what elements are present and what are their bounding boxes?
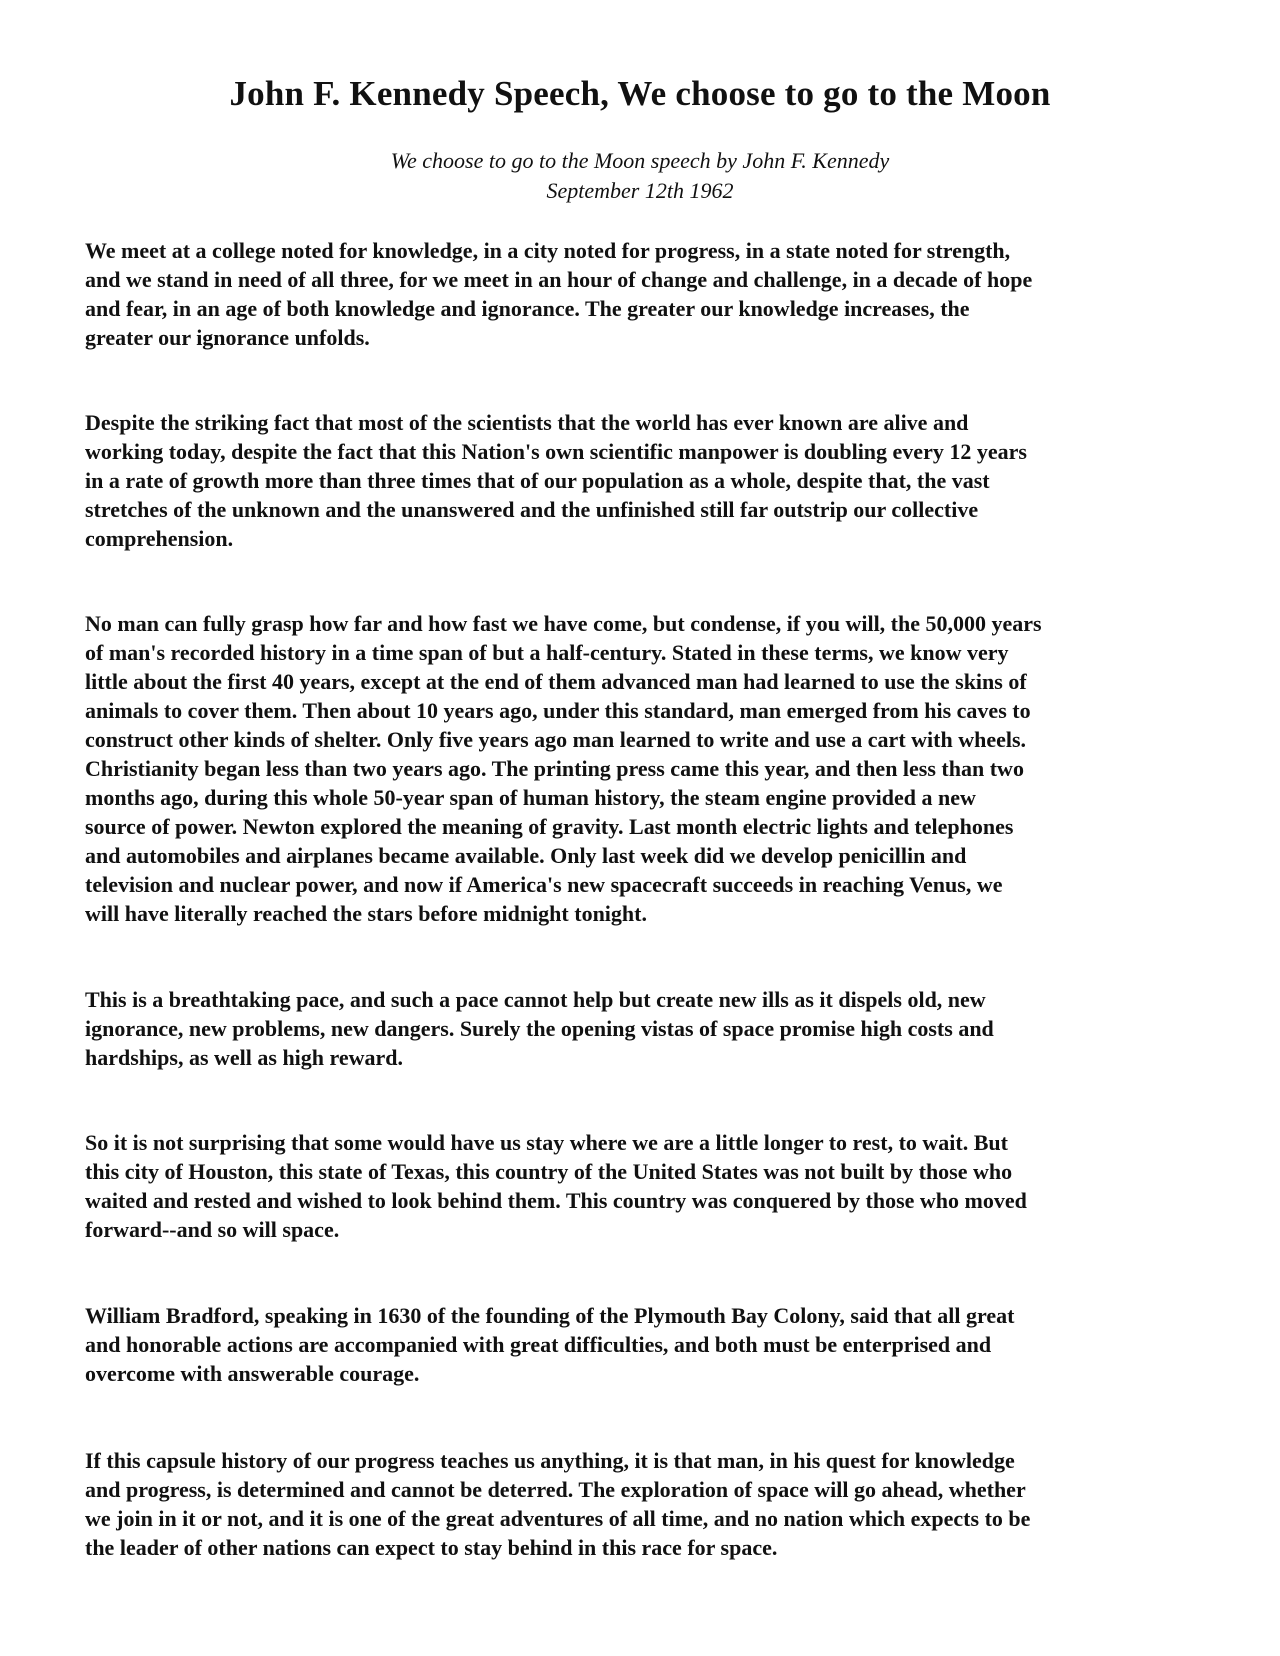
document-subtitle xyxy=(0,146,1280,206)
paragraph-line: and progress, is determined and cannot be deterred. The exploration of space will go ahead, whether xyxy=(85,1477,1026,1502)
paragraph-line: months ago, during this whole 50-year span of human history, the steam engine provided a new xyxy=(85,785,976,810)
paragraph-line: we join in it or not, and it is one of the great adventures of all time, and no nation which expects to be xyxy=(85,1506,1031,1531)
paragraph-line: and we stand in need of all three, for we meet in an hour of change and challenge, in a decade of hope xyxy=(85,267,1033,292)
paragraph-line: in a rate of growth more than three times that of our population as a whole, despite that, the vast xyxy=(85,468,990,493)
paragraph-line: This is a breathtaking pace, and such a pace cannot help but create new ills as it dispels old, new xyxy=(85,987,986,1012)
paragraph-line: of man's recorded history in a time span of but a half-century. Stated in these terms, we know very xyxy=(85,640,1009,665)
paragraph-line: source of power. Newton explored the meaning of gravity. Last month electric lights and telephones xyxy=(85,814,1014,839)
paragraph-3 xyxy=(85,609,1205,928)
paragraph-line: and fear, in an age of both knowledge and ignorance. The greater our knowledge increases, the xyxy=(85,296,970,321)
paragraph-2 xyxy=(85,408,1205,553)
paragraph-1 xyxy=(85,236,1205,352)
paragraph-line: animals to cover them. Then about 10 years ago, under this standard, man emerged from his caves to xyxy=(85,698,1031,723)
paragraph-line: William Bradford, speaking in 1630 of the founding of the Plymouth Bay Colony, said that all great xyxy=(85,1303,1015,1328)
paragraph-4 xyxy=(85,985,1205,1072)
paragraph-line: stretches of the unknown and the unanswered and the unfinished still far outstrip our collective xyxy=(85,497,979,522)
paragraph-line: overcome with answerable courage. xyxy=(85,1361,420,1386)
subtitle-speech-line: We choose to go to the Moon speech by John F. Kennedy xyxy=(390,148,890,173)
paragraph-line: and honorable actions are accompanied with great difficulties, and both must be enterprised and xyxy=(85,1332,992,1357)
paragraph-line: hardships, as well as high reward. xyxy=(85,1045,404,1070)
paragraph-5 xyxy=(85,1128,1205,1244)
paragraph-line: ignorance, new problems, new dangers. Surely the opening vistas of space promise high costs and xyxy=(85,1016,994,1041)
paragraph-line: waited and rested and wished to look behind them. This country was conquered by those who moved xyxy=(85,1188,1027,1213)
paragraph-line: the leader of other nations can expect to stay behind in this race for space. xyxy=(85,1535,778,1560)
paragraph-line: working today, despite the fact that this Nation's own scientific manpower is doubling every 12 years xyxy=(85,439,1027,464)
paragraph-line: comprehension. xyxy=(85,526,234,551)
paragraph-line: So it is not surprising that some would have us stay where we are a little longer to rest, to wait. But xyxy=(85,1130,1008,1155)
paragraph-line: little about the first 40 years, except at the end of them advanced man had learned to use the skins of xyxy=(85,669,1027,694)
paragraph-line: forward--and so will space. xyxy=(85,1217,340,1242)
paragraph-line: greater our ignorance unfolds. xyxy=(85,325,370,350)
paragraph-line: We meet at a college noted for knowledge, in a city noted for progress, in a state noted for strength, xyxy=(85,238,1011,263)
paragraph-7 xyxy=(85,1446,1205,1562)
paragraph-line: construct other kinds of shelter. Only five years ago man learned to write and use a cart with wheels. xyxy=(85,727,1027,752)
paragraph-6 xyxy=(85,1301,1205,1388)
paragraph-line: Christianity began less than two years ago. The printing press came this year, and then less than two xyxy=(85,756,1024,781)
paragraph-line: this city of Houston, this state of Texas, this country of the United States was not built by those who xyxy=(85,1159,1013,1184)
paragraph-line: and automobiles and airplanes became available. Only last week did we develop penicillin and xyxy=(85,843,967,868)
subtitle-date-line: September 12th 1962 xyxy=(546,178,734,203)
document-title: John F. Kennedy Speech, We choose to go to the Moon xyxy=(229,74,1051,113)
paragraph-line: television and nuclear power, and now if America's new spacecraft succeeds in reaching Venus, we xyxy=(85,872,1003,897)
paragraph-line: will have literally reached the stars before midnight tonight. xyxy=(85,901,647,926)
paragraph-line: If this capsule history of our progress teaches us anything, it is that man, in his quest for knowledge xyxy=(85,1448,1015,1473)
paragraph-line: No man can fully grasp how far and how fast we have come, but condense, if you will, the 50,000 years xyxy=(85,611,1042,636)
paragraph-line: Despite the striking fact that most of the scientists that the world has ever known are alive and xyxy=(85,410,969,435)
